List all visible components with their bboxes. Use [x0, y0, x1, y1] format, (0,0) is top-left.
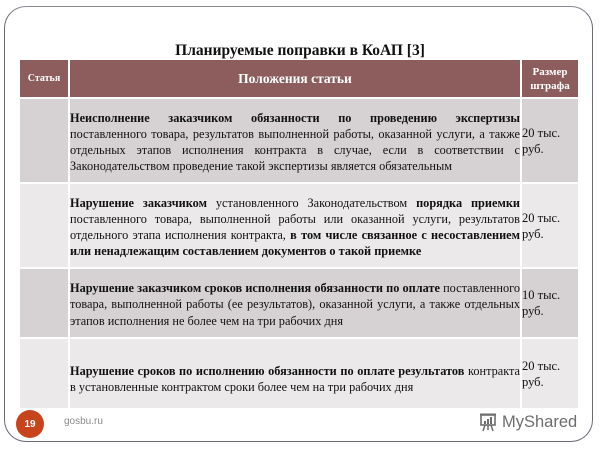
header-article: Статья — [20, 60, 70, 99]
table-header-row — [20, 60, 578, 99]
watermark — [478, 412, 577, 432]
article-cell — [20, 184, 70, 269]
article-cell — [20, 99, 70, 184]
header-fine: Размер штрафа — [522, 60, 578, 99]
fine-cell: 10 тыс. руб. — [522, 269, 578, 339]
provision-cell — [70, 184, 522, 269]
fine-cell: 20 тыс. руб. — [522, 184, 578, 269]
provision-text-bold: в том числе связанное с несоставлением или ненадлежащим составлением документов о такой приемке — [70, 228, 520, 259]
provision-text: поставленного товара, результатов выполненной работы, оказанной услуги, а также отдельных этапов исполнения контракта в случае, если в соответствии с Законодательством проведение такой экспертизы является обязательным — [70, 126, 520, 174]
table-row — [20, 269, 578, 339]
presentation-board-icon — [478, 412, 498, 432]
fine-cell: 20 тыс. руб. — [522, 99, 578, 184]
provision-text: поставленного товара, выполненной работы или оказанной услуги, результатов отдельного этапа исполнения контракта, — [70, 211, 520, 242]
provision-cell — [70, 339, 522, 410]
provision-text: контракта в установленные контрактом сроки более чем на три рабочих дня — [70, 363, 521, 394]
watermark-text: MyShared — [502, 412, 578, 431]
provision-text-bold: Нарушение заказчиком сроков исполнения обязанности по оплате — [70, 281, 440, 296]
provision-cell — [70, 99, 522, 184]
provision-text-bold: Нарушение сроков по исполнению обязанности по оплате результатов — [70, 363, 465, 378]
slide-title: Планируемые поправки в КоАП [3] — [175, 42, 425, 59]
fine-cell: 20 тыс. руб. — [522, 339, 578, 410]
source-site: gosbu.ru — [64, 416, 103, 427]
provision-text-bold: Неисполнение заказчиком обязанности по проведению экспертизы — [70, 110, 520, 125]
article-cell — [20, 269, 70, 339]
table-row — [20, 339, 578, 410]
provision-text: поставленного товара, выполненной работы (ее результатов), оказанной услуги, а также отдельных этапов исполнения не более чем на три рабочих дня — [70, 281, 520, 328]
provision-text: установленного Законодательством — [206, 195, 417, 210]
amendments-table — [20, 60, 578, 410]
article-cell — [20, 339, 70, 410]
header-provisions: Положения статьи — [70, 60, 522, 99]
page-number-badge: 19 — [16, 410, 44, 438]
table-row — [20, 184, 578, 269]
provision-text-bold: порядка приемки — [416, 195, 520, 210]
provision-text-bold: Нарушение заказчиком — [70, 195, 207, 210]
table-row — [20, 99, 578, 184]
provision-cell — [70, 269, 522, 339]
